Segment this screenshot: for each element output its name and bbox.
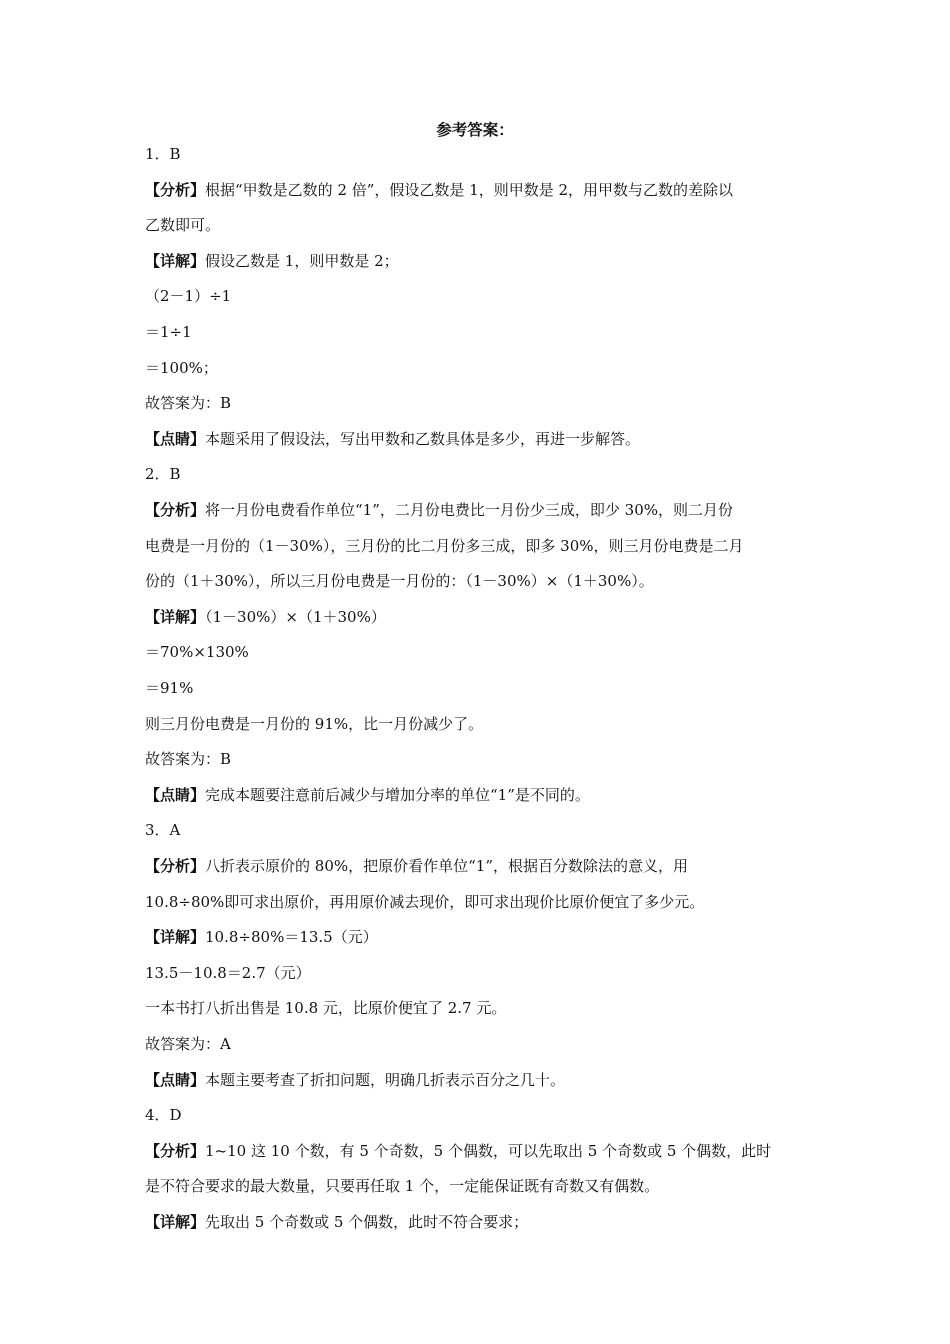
text-line <box>145 714 815 734</box>
text-line <box>145 1212 815 1232</box>
text-line <box>145 642 815 662</box>
text-line <box>145 607 815 627</box>
text-line <box>145 358 815 378</box>
section-tag: 【分析】 <box>145 501 206 519</box>
section-tag: 【详解】 <box>145 928 206 947</box>
line-text: ＝100%； <box>145 358 218 377</box>
line-text: 1~10 这 10 个数，有 5 个奇数，5 个偶数，可以先取出 5 个奇数或 5 个偶数，此时 <box>205 1141 772 1160</box>
page-title: 参考答案： <box>436 120 514 139</box>
line-text: 份的（1＋30%），所以三月份电费是一月份的：（1－30%）×（1＋30%）。 <box>145 572 654 591</box>
line-text: 根据“甲数是乙数的 2 倍”，假设乙数是 1，则甲数是 2，用甲数与乙数的差除以 <box>205 180 734 199</box>
text-line <box>145 892 815 912</box>
text-line <box>145 251 815 271</box>
line-text: 先取出 5 个奇数或 5 个偶数，此时不符合要求； <box>205 1213 529 1231</box>
text-line <box>145 1034 815 1054</box>
line-text: 八折表示原价的 80%，把原价看作单位“1”，根据百分数除法的意义，用 <box>205 857 689 875</box>
text-line <box>145 536 815 556</box>
section-tag: 【点睛】 <box>145 1070 206 1089</box>
text-line <box>145 180 815 200</box>
section-tag: 【点睛】 <box>145 785 206 804</box>
line-text: （2－1）÷1 <box>145 287 232 306</box>
text-line <box>145 1176 815 1196</box>
text-line <box>145 286 815 306</box>
line-text: 3．A <box>145 821 181 840</box>
section-tag: 【分析】 <box>145 1141 206 1160</box>
text-line <box>145 1070 815 1090</box>
section-tag: 【点睛】 <box>145 429 206 448</box>
text-line <box>145 927 815 947</box>
text-line <box>145 749 815 769</box>
line-text: 完成本题要注意前后减少与增加分率的单位“1”是不同的。 <box>205 785 590 804</box>
text-line <box>145 322 815 342</box>
text-line <box>145 856 815 876</box>
text-line <box>145 1141 815 1161</box>
line-text: 电费是一月份的（1－30%），三月份的比二月份多三成，即多 30%，则三月份电费是二月 <box>145 536 744 555</box>
text-line <box>145 144 815 164</box>
line-text: ＝91% <box>145 679 194 697</box>
line-text: 13.5－10.8＝2.7（元） <box>145 963 311 982</box>
section-tag: 【分析】 <box>145 857 206 875</box>
line-text: 本题主要考查了折扣问题，明确几折表示百分之几十。 <box>205 1070 566 1089</box>
line-text: 将一月份电费看作单位“1”，二月份电费比一月份少三成，即少 30%，则二月份 <box>205 501 734 519</box>
text-line <box>145 820 815 840</box>
text-line <box>145 678 815 698</box>
text-line <box>145 464 815 484</box>
section-tag: 【详解】 <box>145 1213 206 1231</box>
line-text: 故答案为：B <box>145 750 232 769</box>
text-line <box>145 215 815 235</box>
line-text: （1－30%）×（1＋30%） <box>205 607 386 626</box>
text-line <box>145 998 815 1018</box>
line-text: 假设乙数是 1，则甲数是 2； <box>205 251 399 270</box>
text-line <box>145 429 815 449</box>
text-line <box>145 1105 815 1125</box>
line-text: ＝70%×130% <box>145 643 249 662</box>
text-line <box>145 393 815 413</box>
line-text: 1．B <box>145 145 181 163</box>
text-line <box>145 571 815 591</box>
line-text: 一本书打八折出售是 10.8 元，比原价便宜了 2.7 元。 <box>145 999 507 1018</box>
section-tag: 【详解】 <box>145 607 206 626</box>
text-line <box>145 785 815 805</box>
line-text: 故答案为：A <box>145 1035 231 1053</box>
section-tag: 【分析】 <box>145 180 206 199</box>
line-text: 本题采用了假设法，写出甲数和乙数具体是多少，再进一步解答。 <box>205 429 641 448</box>
text-line <box>145 963 815 983</box>
line-text: 10.8÷80%即可求出原价，再用原价减去现价，即可求出现价比原价便宜了多少元。 <box>145 892 705 911</box>
line-text: 乙数即可。 <box>145 216 221 235</box>
line-text: 4．D <box>145 1106 182 1125</box>
line-text: 是不符合要求的最大数量，只要再任取 1 个，一定能保证既有奇数又有偶数。 <box>145 1177 660 1196</box>
line-text: 则三月份电费是一月份的 91%，比一月份减少了。 <box>145 714 484 733</box>
line-text: 2．B <box>145 465 181 484</box>
line-text: 故答案为：B <box>145 394 232 413</box>
text-line <box>145 500 815 520</box>
line-text: 10.8÷80%＝13.5（元） <box>205 928 378 947</box>
line-text: ＝1÷1 <box>145 323 192 341</box>
section-tag: 【详解】 <box>145 251 206 270</box>
